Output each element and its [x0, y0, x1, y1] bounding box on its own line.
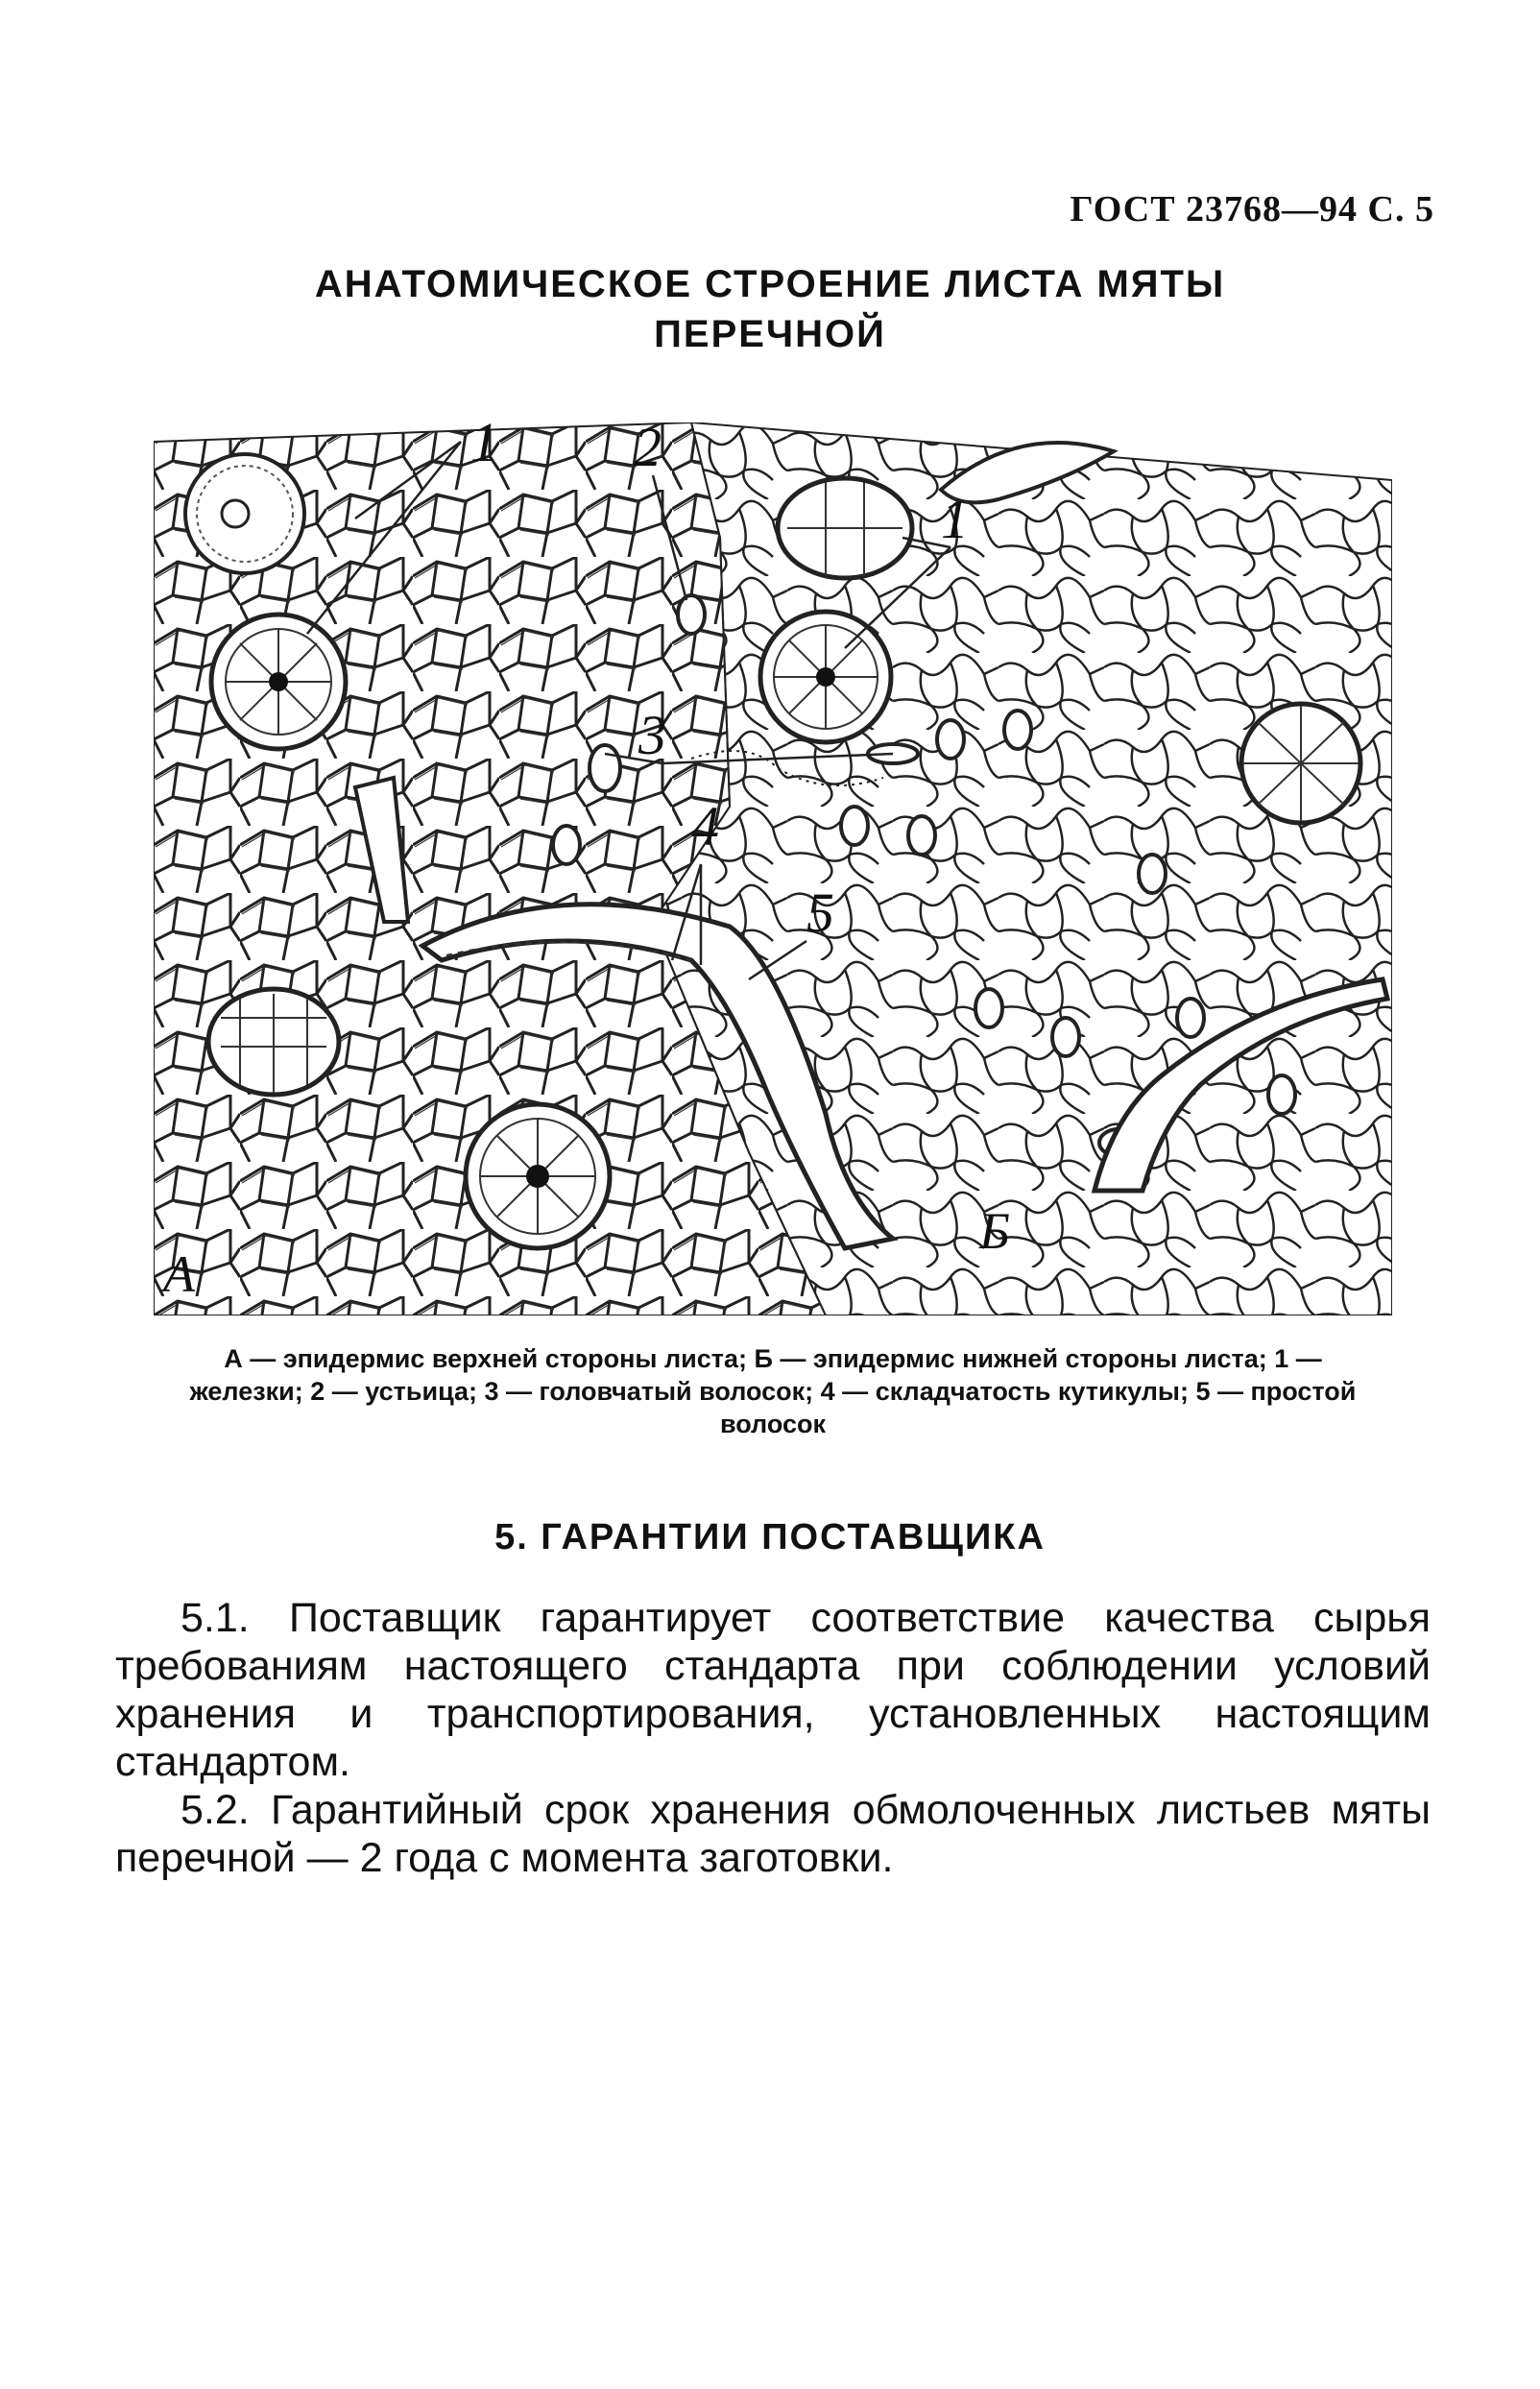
gland-b-top — [778, 478, 912, 578]
gland-a-left — [208, 989, 339, 1095]
gland-a-top — [211, 615, 346, 749]
annotation-4: 4 — [691, 795, 719, 857]
gland-a-bottom — [466, 1104, 610, 1248]
paragraph-5-2: 5.2. Гарантийный срок хранения обмолоченных листьев мяты перечной — 2 года с момента заготовки. — [115, 1787, 1431, 1881]
leaf-anatomy-figure — [154, 422, 1392, 1315]
figure-title-line-2: ПЕРЕЧНОЙ — [654, 313, 886, 355]
annotation-1-right: 1 — [941, 488, 969, 550]
leaf-anatomy-drawing — [154, 422, 1392, 1315]
panel-a-label: А — [163, 1245, 195, 1303]
annotation-2: 2 — [634, 422, 662, 478]
page-header-standard: ГОСТ 23768—94 С. 5 — [1070, 189, 1434, 229]
annotation-5: 5 — [806, 881, 834, 944]
figure-title-line-1: АНАТОМИЧЕСКОЕ СТРОЕНИЕ ЛИСТА МЯТЫ — [314, 263, 1226, 305]
annotation-1-left: 1 — [470, 422, 498, 473]
annotation-3: 3 — [638, 704, 666, 766]
figure-caption: А — эпидермис верхней стороны листа; Б — эпидермис нижней стороны листа; 1 — железки; 2 — устьица; 3 — головчатый волосок; 4 — складчатость кутикулы; 5 — простой волосок — [189, 1344, 1357, 1438]
gland-center — [760, 612, 891, 742]
lower-epidermis-cells — [653, 422, 1392, 1315]
section-body — [115, 1594, 1431, 1882]
paragraph-5-1: 5.1. Поставщик гарантирует соответствие качества сырья требованиям настоящего стандарта при соблюдении условий хранения и транспортирования, установленных настоящим стандартом. — [115, 1595, 1431, 1785]
section-title: 5. ГАРАНТИИ ПОСТАВЩИКА — [494, 1517, 1046, 1557]
gland-b-right — [1241, 704, 1360, 823]
panel-b-label: Б — [979, 1202, 1010, 1260]
figure-title — [0, 259, 1540, 359]
gland-upper-left — [185, 454, 304, 573]
